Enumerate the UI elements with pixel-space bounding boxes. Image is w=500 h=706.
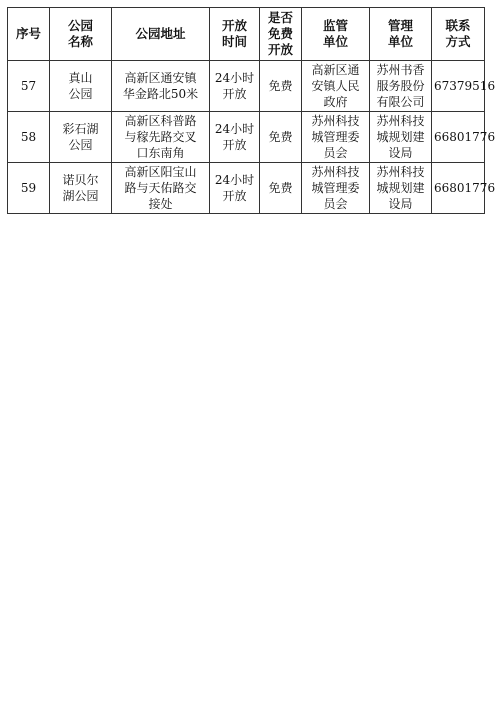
cell-supervisor [302, 112, 370, 163]
cell-supervisor [302, 61, 370, 112]
cell-phone: 67379516 [432, 61, 485, 112]
supervisor-text: 高新区通 安镇人民 政府 [311, 63, 360, 109]
cell-index: 57 [8, 61, 50, 112]
cell-address [112, 61, 210, 112]
cell-hours [210, 61, 260, 112]
cell-address [112, 112, 210, 163]
header-supervisor-label: 监管 单位 [322, 18, 348, 49]
header-manager-label: 管理 单位 [387, 18, 413, 49]
header-contact [432, 8, 485, 61]
header-index [8, 8, 50, 61]
cell-manager [370, 112, 432, 163]
parks-table [7, 7, 496, 214]
header-manager [370, 8, 432, 61]
header-park-name [50, 8, 112, 61]
hours-text: 24小时 开放 [214, 71, 255, 101]
cell-manager [370, 61, 432, 112]
cell-manager [370, 163, 432, 214]
header-park-name-label: 公园 名称 [67, 18, 93, 49]
cell-hours [210, 163, 260, 214]
header-index-label: 序号 [15, 26, 41, 41]
cell-park-name [50, 163, 112, 214]
header-free-label: 是否 免费 开放 [267, 10, 293, 57]
cell-phone: 66801776 [432, 163, 485, 214]
park-name-text: 彩石湖 公园 [62, 122, 99, 152]
table-row [8, 163, 485, 214]
header-hours-label: 开放 时间 [221, 18, 247, 49]
header-free [260, 8, 302, 61]
header-address-label: 公园地址 [135, 26, 186, 41]
header-contact-label: 联系 方式 [445, 18, 471, 49]
cell-hours [210, 112, 260, 163]
address-text: 高新区科普路 与稼先路交叉 口东南角 [124, 114, 197, 160]
header-supervisor [302, 8, 370, 61]
park-name-text: 真山 公园 [68, 71, 93, 101]
hours-text: 24小时 开放 [214, 173, 255, 203]
supervisor-text: 苏州科技 城管理委 员会 [311, 114, 360, 160]
manager-text: 苏州科技 城规划建 设局 [376, 165, 425, 211]
cell-park-name [50, 61, 112, 112]
park-name-text: 诺贝尔 湖公园 [62, 173, 99, 203]
cell-phone: 66801776 [432, 112, 485, 163]
cell-free: 免费 [260, 163, 302, 214]
cell-index: 59 [8, 163, 50, 214]
cell-address [112, 163, 210, 214]
address-text: 高新区通安镇 华金路北50米 [122, 71, 199, 101]
cell-free: 免费 [260, 112, 302, 163]
address-text: 高新区阳宝山 路与天佑路交 接处 [124, 165, 197, 211]
table-row [8, 61, 485, 112]
cell-park-name [50, 112, 112, 163]
cell-free: 免费 [260, 61, 302, 112]
manager-text: 苏州科技 城规划建 设局 [376, 114, 425, 160]
table-row [8, 112, 485, 163]
table-header-row [8, 8, 485, 61]
cell-supervisor [302, 163, 370, 214]
manager-text: 苏州书香 服务股份 有限公司 [376, 63, 425, 109]
supervisor-text: 苏州科技 城管理委 员会 [311, 165, 360, 211]
hours-text: 24小时 开放 [214, 122, 255, 152]
cell-index: 58 [8, 112, 50, 163]
header-address [112, 8, 210, 61]
header-hours [210, 8, 260, 61]
